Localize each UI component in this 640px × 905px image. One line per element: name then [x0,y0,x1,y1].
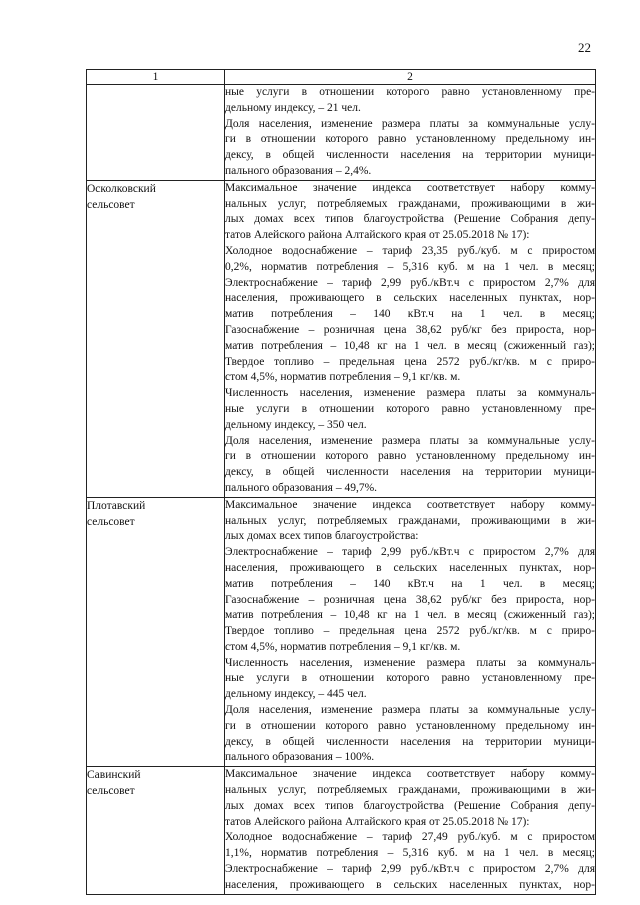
text-line: нальных услуг, потребляемых гражданами, проживающими в жи- [225,197,595,210]
text-line: ные услуги в отношении которого равно установленному пре- [225,672,595,685]
text-line: населения, проживающего в сельских населенных пунктах, нор- [225,878,595,891]
text-line: матив потребления – 10,48 кг на 1 чел. в месяц (сжиженный газ); [225,609,595,622]
description-cell [225,85,596,181]
text-line: стом 4,5%, норматив потребления – 9,1 кг/кв. м. [225,640,461,653]
municipality-name-line: Плотавский [87,499,146,512]
description-cell [225,497,596,767]
text-line: Численность населения, изменение размера платы за коммуналь- [225,387,595,400]
text-line: нальных услуг, потребляемых гражданами, проживающими в жи- [225,514,595,527]
text-line: населения, проживающего в сельских населенных пунктах, нор- [225,292,595,305]
text-line: ги в отношении которого равно установленному предельному ин- [225,133,595,146]
description-cell [225,180,596,497]
description-cell [225,767,596,894]
text-line: Доля населения, изменение размера платы за коммунальные услу- [225,434,595,447]
text-line: ги в отношении которого равно установленному предельному ин- [225,719,595,732]
municipality-name-cell [87,85,225,181]
text-line: Твердое топливо – предельная цена 2572 руб./кг/кв. м с приро- [225,355,595,368]
text-line: дексу, в общей численности населения на территории муници- [225,149,595,162]
text-line: населения, проживающего в сельских населенных пунктах, нор- [225,561,595,574]
text-line: пального образования – 100%. [225,751,375,764]
text-line: Доля населения, изменение размера платы за коммунальные услу- [225,117,595,130]
text-line: лых домах всех типов благоустройства: [225,530,419,543]
text-line: Максимальное значение индекса соответствует набору комму- [225,768,595,781]
text-line: ги в отношении которого равно установленному предельному ин- [225,450,595,463]
text-line: Газоснабжение – розничная цена 38,62 руб/кг без прироста, нор- [225,593,595,606]
text-line: пального образования – 49,7%. [225,481,378,494]
municipality-name-line: сельсовет [87,515,135,528]
text-line: лых домах всех типов благоустройства (Решение Собрания депу- [225,213,595,226]
text-line: Численность населения, изменение размера платы за коммуналь- [225,656,595,669]
column-header-2: 2 [225,70,596,85]
column-header-1: 1 [87,70,225,85]
text-line: Доля населения, изменение размера платы за коммунальные услу- [225,704,595,717]
text-line: Максимальное значение индекса соответствует набору комму- [225,498,595,511]
text-line: Электроснабжение – тариф 2,99 руб./кВт.ч с приростом 2,7% для [225,863,595,876]
table-header-row [87,70,596,85]
table-row [87,497,596,767]
municipality-name-cell [87,180,225,497]
table-row [87,180,596,497]
text-line: Твердое топливо – предельная цена 2572 руб./кг/кв. м с приро- [225,625,595,638]
text-line: Холодное водоснабжение – тариф 23,35 руб./куб. м с приростом [225,244,595,257]
text-line: Максимальное значение индекса соответствует набору комму- [225,181,595,194]
text-line: дексу, в общей численности населения на территории муници- [225,466,595,479]
text-line: Газоснабжение – розничная цена 38,62 руб/кг без прироста, нор- [225,323,595,336]
text-line: матив потребления – 10,48 кг на 1 чел. в месяц (сжиженный газ); [225,339,595,352]
table-row [87,767,596,894]
text-line: дельному индексу, – 350 чел. [225,418,367,431]
text-line: лых домах всех типов благоустройства (Решение Собрания депу- [225,799,595,812]
tariff-table [86,69,596,895]
text-line: дексу, в общей численности населения на территории муници- [225,735,595,748]
text-line: татов Алейского района Алтайского края от 25.05.2018 № 17): [225,229,530,242]
text-line: дельному индексу, – 445 чел. [225,688,367,701]
table-row [87,85,596,181]
municipality-name-cell [87,767,225,894]
municipality-name-line: сельсовет [87,198,135,211]
page-number: 22 [578,40,591,55]
text-line: ные услуги в отношении которого равно установленному пре- [225,402,595,415]
text-line: Холодное водоснабжение – тариф 27,49 руб./куб. м с приростом [225,831,595,844]
text-line: татов Алейского района Алтайского края от 25.05.2018 № 17): [225,815,530,828]
text-line: 0,2%, норматив потребления – 5,316 куб. м на 1 чел. в месяц; [225,260,595,273]
municipality-name-cell [87,497,225,767]
text-line: стом 4,5%, норматив потребления – 9,1 кг/кв. м. [225,371,461,384]
text-line: ные услуги в отношении которого равно установленному пре- [225,86,595,98]
text-line: нальных услуг, потребляемых гражданами, проживающими в жи- [225,784,595,797]
text-line: Электроснабжение – тариф 2,99 руб./кВт.ч с приростом 2,7% для [225,546,595,559]
municipality-name-line: сельсовет [87,785,135,798]
text-line: матив потребления – 140 кВт.ч на 1 чел. в месяц; [225,577,595,590]
text-line: 1,1%, норматив потребления – 5,316 куб. м на 1 чел. в месяц; [225,847,595,860]
municipality-name-line: Савинский [87,769,141,782]
municipality-name-line: Осколковский [87,182,156,195]
text-line: Электроснабжение – тариф 2,99 руб./кВт.ч с приростом 2,7% для [225,276,595,289]
text-line: матив потребления – 140 кВт.ч на 1 чел. в месяц; [225,308,595,321]
text-line: пального образования – 2,4%. [225,164,372,177]
text-line: дельному индексу, – 21 чел. [225,101,361,114]
